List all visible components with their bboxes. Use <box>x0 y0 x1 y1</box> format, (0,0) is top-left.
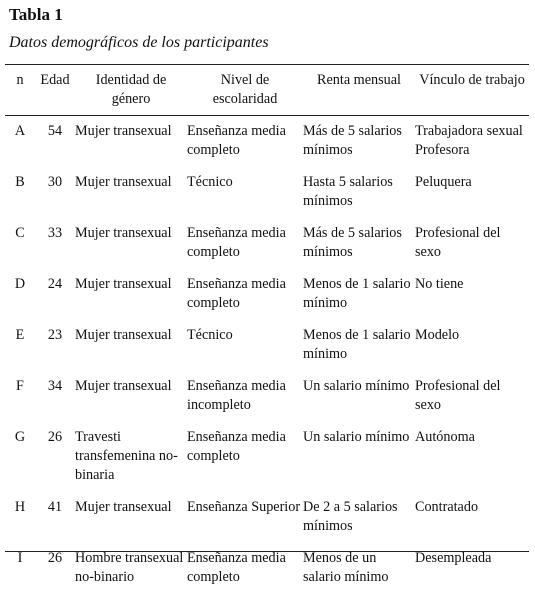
cell-renta: Un salario mínimo <box>303 429 410 445</box>
cell-edad: 41 <box>47 499 63 515</box>
cell-escolaridad: Enseñanza media completo <box>187 123 286 158</box>
cell-vinculo: Contratado <box>415 499 479 515</box>
cell-vinculo: No tiene <box>415 276 464 292</box>
table-row <box>5 268 529 319</box>
cell-edad: 54 <box>47 123 63 139</box>
cell-escolaridad: Técnico <box>187 174 233 190</box>
cell-identidad: Mujer transexual <box>75 276 172 292</box>
table-row <box>5 166 529 217</box>
table-row <box>5 421 529 491</box>
cell-edad: 24 <box>47 276 63 292</box>
cell-renta: Hasta 5 salarios mínimos <box>303 174 393 209</box>
cell-escolaridad: Enseñanza media completo <box>187 225 286 260</box>
cell-edad: 34 <box>47 378 63 394</box>
table-row <box>5 370 529 421</box>
cell-escolaridad: Enseñanza media completo <box>187 550 286 585</box>
cell-vinculo: Peluquera <box>415 174 472 190</box>
table-title: Datos demográficos de los participantes <box>9 34 269 51</box>
cell-edad: 26 <box>47 429 63 445</box>
cell-identidad: Travesti transfemenina no-binaria <box>75 429 178 483</box>
cell-vinculo: Desempleada <box>415 550 492 566</box>
header-row <box>5 64 529 115</box>
cell-renta: Más de 5 salarios mínimos <box>303 123 402 158</box>
cell-escolaridad: Enseñanza media completo <box>187 276 286 311</box>
cell-vinculo: Autónoma <box>415 429 475 445</box>
cell-identidad: Mujer transexual <box>75 378 172 394</box>
cell-vinculo: Trabajadora sexual Profesora <box>415 123 523 158</box>
cell-identidad: Mujer transexual <box>75 327 172 343</box>
table-row <box>5 319 529 370</box>
header-renta: Renta mensual <box>317 72 401 88</box>
table-header <box>5 64 529 115</box>
cell-n: D <box>14 276 26 292</box>
cell-identidad: Hombre transexual no-binario <box>75 550 184 585</box>
cell-renta: Un salario mínimo <box>303 378 410 394</box>
cell-renta: Menos de 1 salario mínimo <box>303 276 411 311</box>
table-body <box>5 115 529 593</box>
table-row <box>5 115 529 166</box>
cell-n: E <box>15 327 25 343</box>
cell-n: B <box>15 174 25 190</box>
cell-vinculo: Modelo <box>415 327 460 343</box>
cell-identidad: Mujer transexual <box>75 123 172 139</box>
cell-escolaridad: Técnico <box>187 327 233 343</box>
cell-escolaridad: Enseñanza Superior <box>187 499 301 515</box>
header-escolaridad: Nivel de escolaridad <box>212 72 278 107</box>
cell-vinculo: Profesional del sexo <box>415 378 501 413</box>
cell-n: C <box>15 225 25 241</box>
table-row <box>5 491 529 542</box>
cell-n: G <box>14 429 26 445</box>
cell-escolaridad: Enseñanza media incompleto <box>187 378 286 413</box>
cell-n: I <box>17 550 23 566</box>
cell-vinculo: Profesional del sexo <box>415 225 501 260</box>
header-identidad: Identidad de género <box>95 72 167 107</box>
cell-edad: 30 <box>47 174 63 190</box>
cell-renta: Menos de un salario mínimo <box>303 550 389 585</box>
header-n: n <box>16 72 24 88</box>
cell-escolaridad: Enseñanza media completo <box>187 429 286 464</box>
table-label: Tabla 1 <box>9 5 63 24</box>
header-vinculo: Vínculo de trabajo <box>419 72 525 88</box>
table-row <box>5 542 529 593</box>
cell-n: A <box>14 123 26 139</box>
cell-edad: 33 <box>47 225 63 241</box>
demographics-table <box>5 64 529 593</box>
table-row <box>5 217 529 268</box>
cell-edad: 26 <box>47 550 63 566</box>
cell-identidad: Mujer transexual <box>75 174 172 190</box>
cell-identidad: Mujer transexual <box>75 499 172 515</box>
cell-n: F <box>16 378 24 394</box>
cell-n: H <box>14 499 26 515</box>
cell-renta: Más de 5 salarios mínimos <box>303 225 402 260</box>
cell-renta: De 2 a 5 salarios mínimos <box>303 499 398 534</box>
cell-identidad: Mujer transexual <box>75 225 172 241</box>
cell-edad: 23 <box>47 327 63 343</box>
cell-renta: Menos de 1 salario mínimo <box>303 327 411 362</box>
header-edad: Edad <box>40 72 70 88</box>
